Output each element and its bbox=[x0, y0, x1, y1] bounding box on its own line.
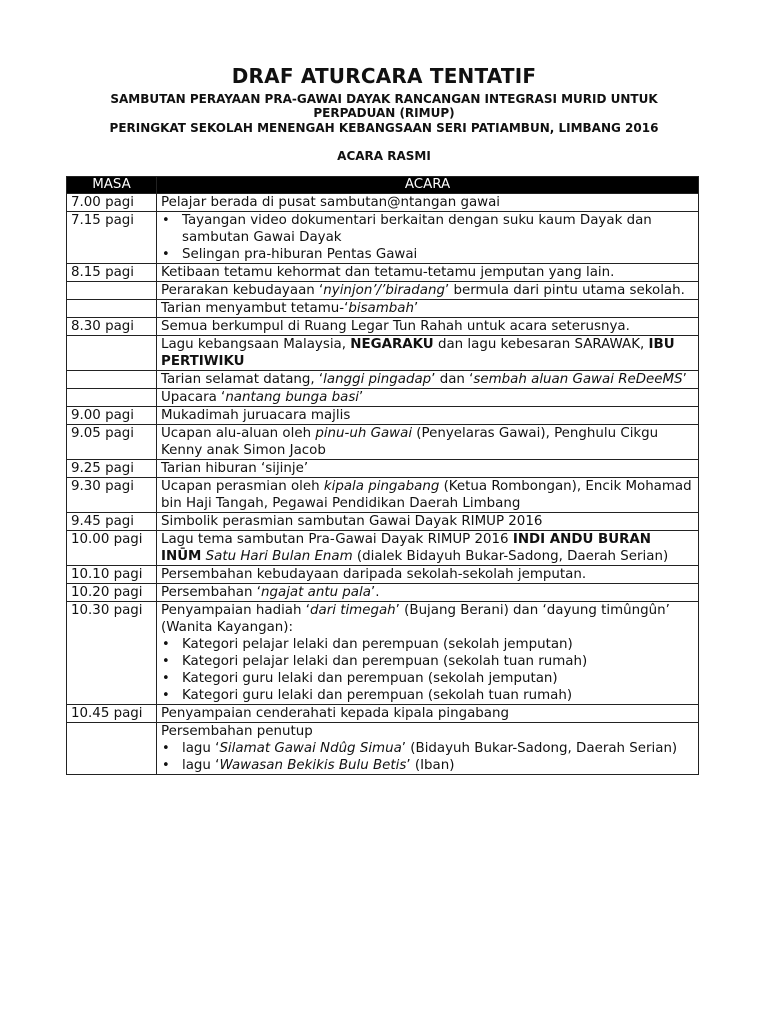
text-run: Tarian selamat datang, ‘ bbox=[161, 372, 324, 387]
event-cell bbox=[157, 212, 699, 264]
time-cell: 8.30 pagi bbox=[67, 318, 157, 336]
text-run: ’. bbox=[370, 585, 380, 600]
table-row bbox=[67, 513, 699, 531]
text-run: lagu ‘ bbox=[182, 741, 220, 756]
event-cell bbox=[157, 478, 699, 513]
text-run: ’ (Iban) bbox=[406, 758, 455, 773]
subtitle-line-1: SAMBUTAN PERAYAAN PRA-GAWAI DAYAK RANCANGAN INTEGRASI MURID UNTUK bbox=[110, 92, 658, 106]
event-cell: Mukadimah juruacara majlis bbox=[157, 407, 699, 425]
event-cell: Penyampaian cenderahati kepada kipala pingabang bbox=[157, 705, 699, 723]
text-run: dan lagu kebesaran SARAWAK, bbox=[433, 337, 649, 352]
list-item bbox=[161, 740, 694, 757]
event-cell bbox=[157, 602, 699, 705]
time-cell bbox=[67, 300, 157, 318]
table-row bbox=[67, 705, 699, 723]
bold-run: INDI ANDU BURAN INŪM bbox=[161, 532, 651, 564]
table-row bbox=[67, 460, 699, 478]
table-row bbox=[67, 425, 699, 460]
time-cell bbox=[67, 389, 157, 407]
table-row bbox=[67, 531, 699, 566]
list-item bbox=[161, 757, 694, 774]
time-cell: 10.45 pagi bbox=[67, 705, 157, 723]
subtitle-line-3: PERINGKAT SEKOLAH MENENGAH KEBANGSAAN SERI PATIAMBUN, LIMBANG 2016 bbox=[109, 121, 659, 135]
table-row bbox=[67, 212, 699, 264]
event-cell bbox=[157, 282, 699, 300]
time-cell: 7.15 pagi bbox=[67, 212, 157, 264]
time-cell bbox=[67, 336, 157, 371]
table-row bbox=[67, 566, 699, 584]
table-row bbox=[67, 336, 699, 371]
text-run: Tarian menyambut tetamu-‘ bbox=[161, 301, 349, 316]
italic-run: kipala pingabang bbox=[323, 479, 440, 494]
time-cell: 10.30 pagi bbox=[67, 602, 157, 705]
text-run: ’ bbox=[413, 301, 419, 316]
bullet-list bbox=[161, 636, 694, 704]
event-text bbox=[161, 602, 694, 636]
text-run: ’ bbox=[682, 372, 687, 387]
text-run: Perarakan kebudayaan ‘ bbox=[161, 283, 324, 298]
bold-run: IBU PERTIWIKU bbox=[161, 337, 675, 369]
text-run: Ucapan perasmian oleh bbox=[161, 479, 324, 494]
event-cell bbox=[157, 389, 699, 407]
subtitle-line-2: PERPADUAN (RIMUP) bbox=[313, 106, 455, 120]
table-row bbox=[67, 194, 699, 212]
table-row bbox=[67, 389, 699, 407]
table-row bbox=[67, 318, 699, 336]
text-run: Lagu tema sambutan Pra-Gawai Dayak RIMUP 2016 bbox=[161, 532, 513, 547]
table-row bbox=[67, 371, 699, 389]
italic-run: Satu Hari Bulan Enam bbox=[205, 549, 353, 564]
table-row bbox=[67, 602, 699, 705]
event-cell: Tarian hiburan ‘sijinje’ bbox=[157, 460, 699, 478]
table-row bbox=[67, 478, 699, 513]
table-row bbox=[67, 264, 699, 282]
text-run: (Penyelaras Gawai), Penghulu Cikgu Kenny anak Simon Jacob bbox=[161, 426, 659, 458]
italic-run: langgi pingadap bbox=[323, 372, 432, 387]
event-cell bbox=[157, 425, 699, 460]
document-title: DRAF ATURCARA TENTATIF bbox=[231, 64, 537, 88]
table-row bbox=[67, 584, 699, 602]
bullet-list bbox=[161, 212, 694, 263]
text-run: ’ bbox=[359, 390, 364, 405]
text-run: ’ (Bujang Berani) dan ‘dayung timûngûn’ (Wanita Kayangan): bbox=[161, 603, 670, 635]
text-run: ’ dan ‘ bbox=[431, 372, 474, 387]
time-cell: 10.00 pagi bbox=[67, 531, 157, 566]
text-run: ’ (Bidayuh Bukar-Sadong, Daerah Serian) bbox=[401, 741, 678, 756]
text-run: (dialek Bidayuh Bukar-Sadong, Daerah Serian) bbox=[352, 549, 669, 564]
list-item: • Kategori guru lelaki dan perempuan (sekolah jemputan) bbox=[161, 670, 694, 687]
time-cell: 10.20 pagi bbox=[67, 584, 157, 602]
event-text: Persembahan penutup bbox=[161, 724, 313, 739]
list-item: • Kategori pelajar lelaki dan perempuan (sekolah jemputan) bbox=[161, 636, 694, 653]
time-cell bbox=[67, 371, 157, 389]
text-run: ’ bermula dari pintu utama sekolah. bbox=[444, 283, 685, 298]
event-cell: Persembahan kebudayaan daripada sekolah-sekolah jemputan. bbox=[157, 566, 699, 584]
list-item: • Tayangan video dokumentari berkaitan dengan suku kaum Dayak dan sambutan Gawai Dayak bbox=[161, 212, 694, 246]
time-cell: 8.15 pagi bbox=[67, 264, 157, 282]
section-heading: ACARA RASMI bbox=[337, 149, 431, 163]
event-cell: Simbolik perasmian sambutan Gawai Dayak RIMUP 2016 bbox=[157, 513, 699, 531]
italic-run: Silamat Gawai Ndûg Simua bbox=[219, 741, 402, 756]
table-row bbox=[67, 300, 699, 318]
italic-run: nantang bunga basi bbox=[225, 390, 360, 405]
italic-run: nyinjon’/’biradang bbox=[323, 283, 445, 298]
list-item: • Kategori pelajar lelaki dan perempuan (sekolah tuan rumah) bbox=[161, 653, 694, 670]
event-cell bbox=[157, 723, 699, 775]
bullet-list bbox=[161, 740, 694, 774]
column-header-masa: MASA bbox=[67, 177, 157, 194]
table-header-row bbox=[67, 177, 699, 194]
time-cell: 9.30 pagi bbox=[67, 478, 157, 513]
italic-run: dari timegah bbox=[310, 603, 396, 618]
text-run: Persembahan ‘ bbox=[161, 585, 261, 600]
italic-run: bisambah bbox=[348, 301, 414, 316]
time-cell bbox=[67, 723, 157, 775]
text-run: Upacara ‘ bbox=[161, 390, 226, 405]
table-row bbox=[67, 407, 699, 425]
time-cell bbox=[67, 282, 157, 300]
event-cell: Ketibaan tetamu kehormat dan tetamu-tetamu jemputan yang lain. bbox=[157, 264, 699, 282]
schedule-table bbox=[66, 176, 699, 775]
column-header-acara: ACARA bbox=[157, 177, 699, 194]
italic-run: pinu-uh Gawai bbox=[315, 426, 413, 441]
text-run: (Ketua Rombongan), Encik Mohamad bin Haji Tangah, Pegawai Pendidikan Daerah Limbang bbox=[161, 479, 692, 511]
list-item: • Kategori guru lelaki dan perempuan (sekolah tuan rumah) bbox=[161, 687, 694, 704]
table-row bbox=[67, 723, 699, 775]
time-cell: 9.45 pagi bbox=[67, 513, 157, 531]
event-cell bbox=[157, 336, 699, 371]
table-row bbox=[67, 282, 699, 300]
text-run: Penyampaian hadiah ‘ bbox=[161, 603, 310, 618]
event-cell bbox=[157, 371, 699, 389]
event-cell bbox=[157, 531, 699, 566]
text-run: Lagu kebangsaan Malaysia, bbox=[161, 337, 351, 352]
event-cell: Semua berkumpul di Ruang Legar Tun Rahah untuk acara seterusnya. bbox=[157, 318, 699, 336]
italic-run: sembah aluan Gawai ReDeeMS bbox=[473, 372, 683, 387]
list-item: • Selingan pra-hiburan Pentas Gawai bbox=[161, 246, 694, 263]
time-cell: 7.00 pagi bbox=[67, 194, 157, 212]
event-cell bbox=[157, 300, 699, 318]
italic-run: ngajat antu pala bbox=[261, 585, 371, 600]
text-run: Ucapan alu-aluan oleh bbox=[161, 426, 316, 441]
italic-run: Wawasan Bekikis Bulu Betis bbox=[219, 758, 407, 773]
time-cell: 9.05 pagi bbox=[67, 425, 157, 460]
bold-run: NEGARAKU bbox=[350, 337, 434, 352]
time-cell: 9.00 pagi bbox=[67, 407, 157, 425]
event-cell bbox=[157, 584, 699, 602]
time-cell: 10.10 pagi bbox=[67, 566, 157, 584]
text-run: lagu ‘ bbox=[182, 758, 220, 773]
event-cell: Pelajar berada di pusat sambutan@ntangan gawai bbox=[157, 194, 699, 212]
time-cell: 9.25 pagi bbox=[67, 460, 157, 478]
